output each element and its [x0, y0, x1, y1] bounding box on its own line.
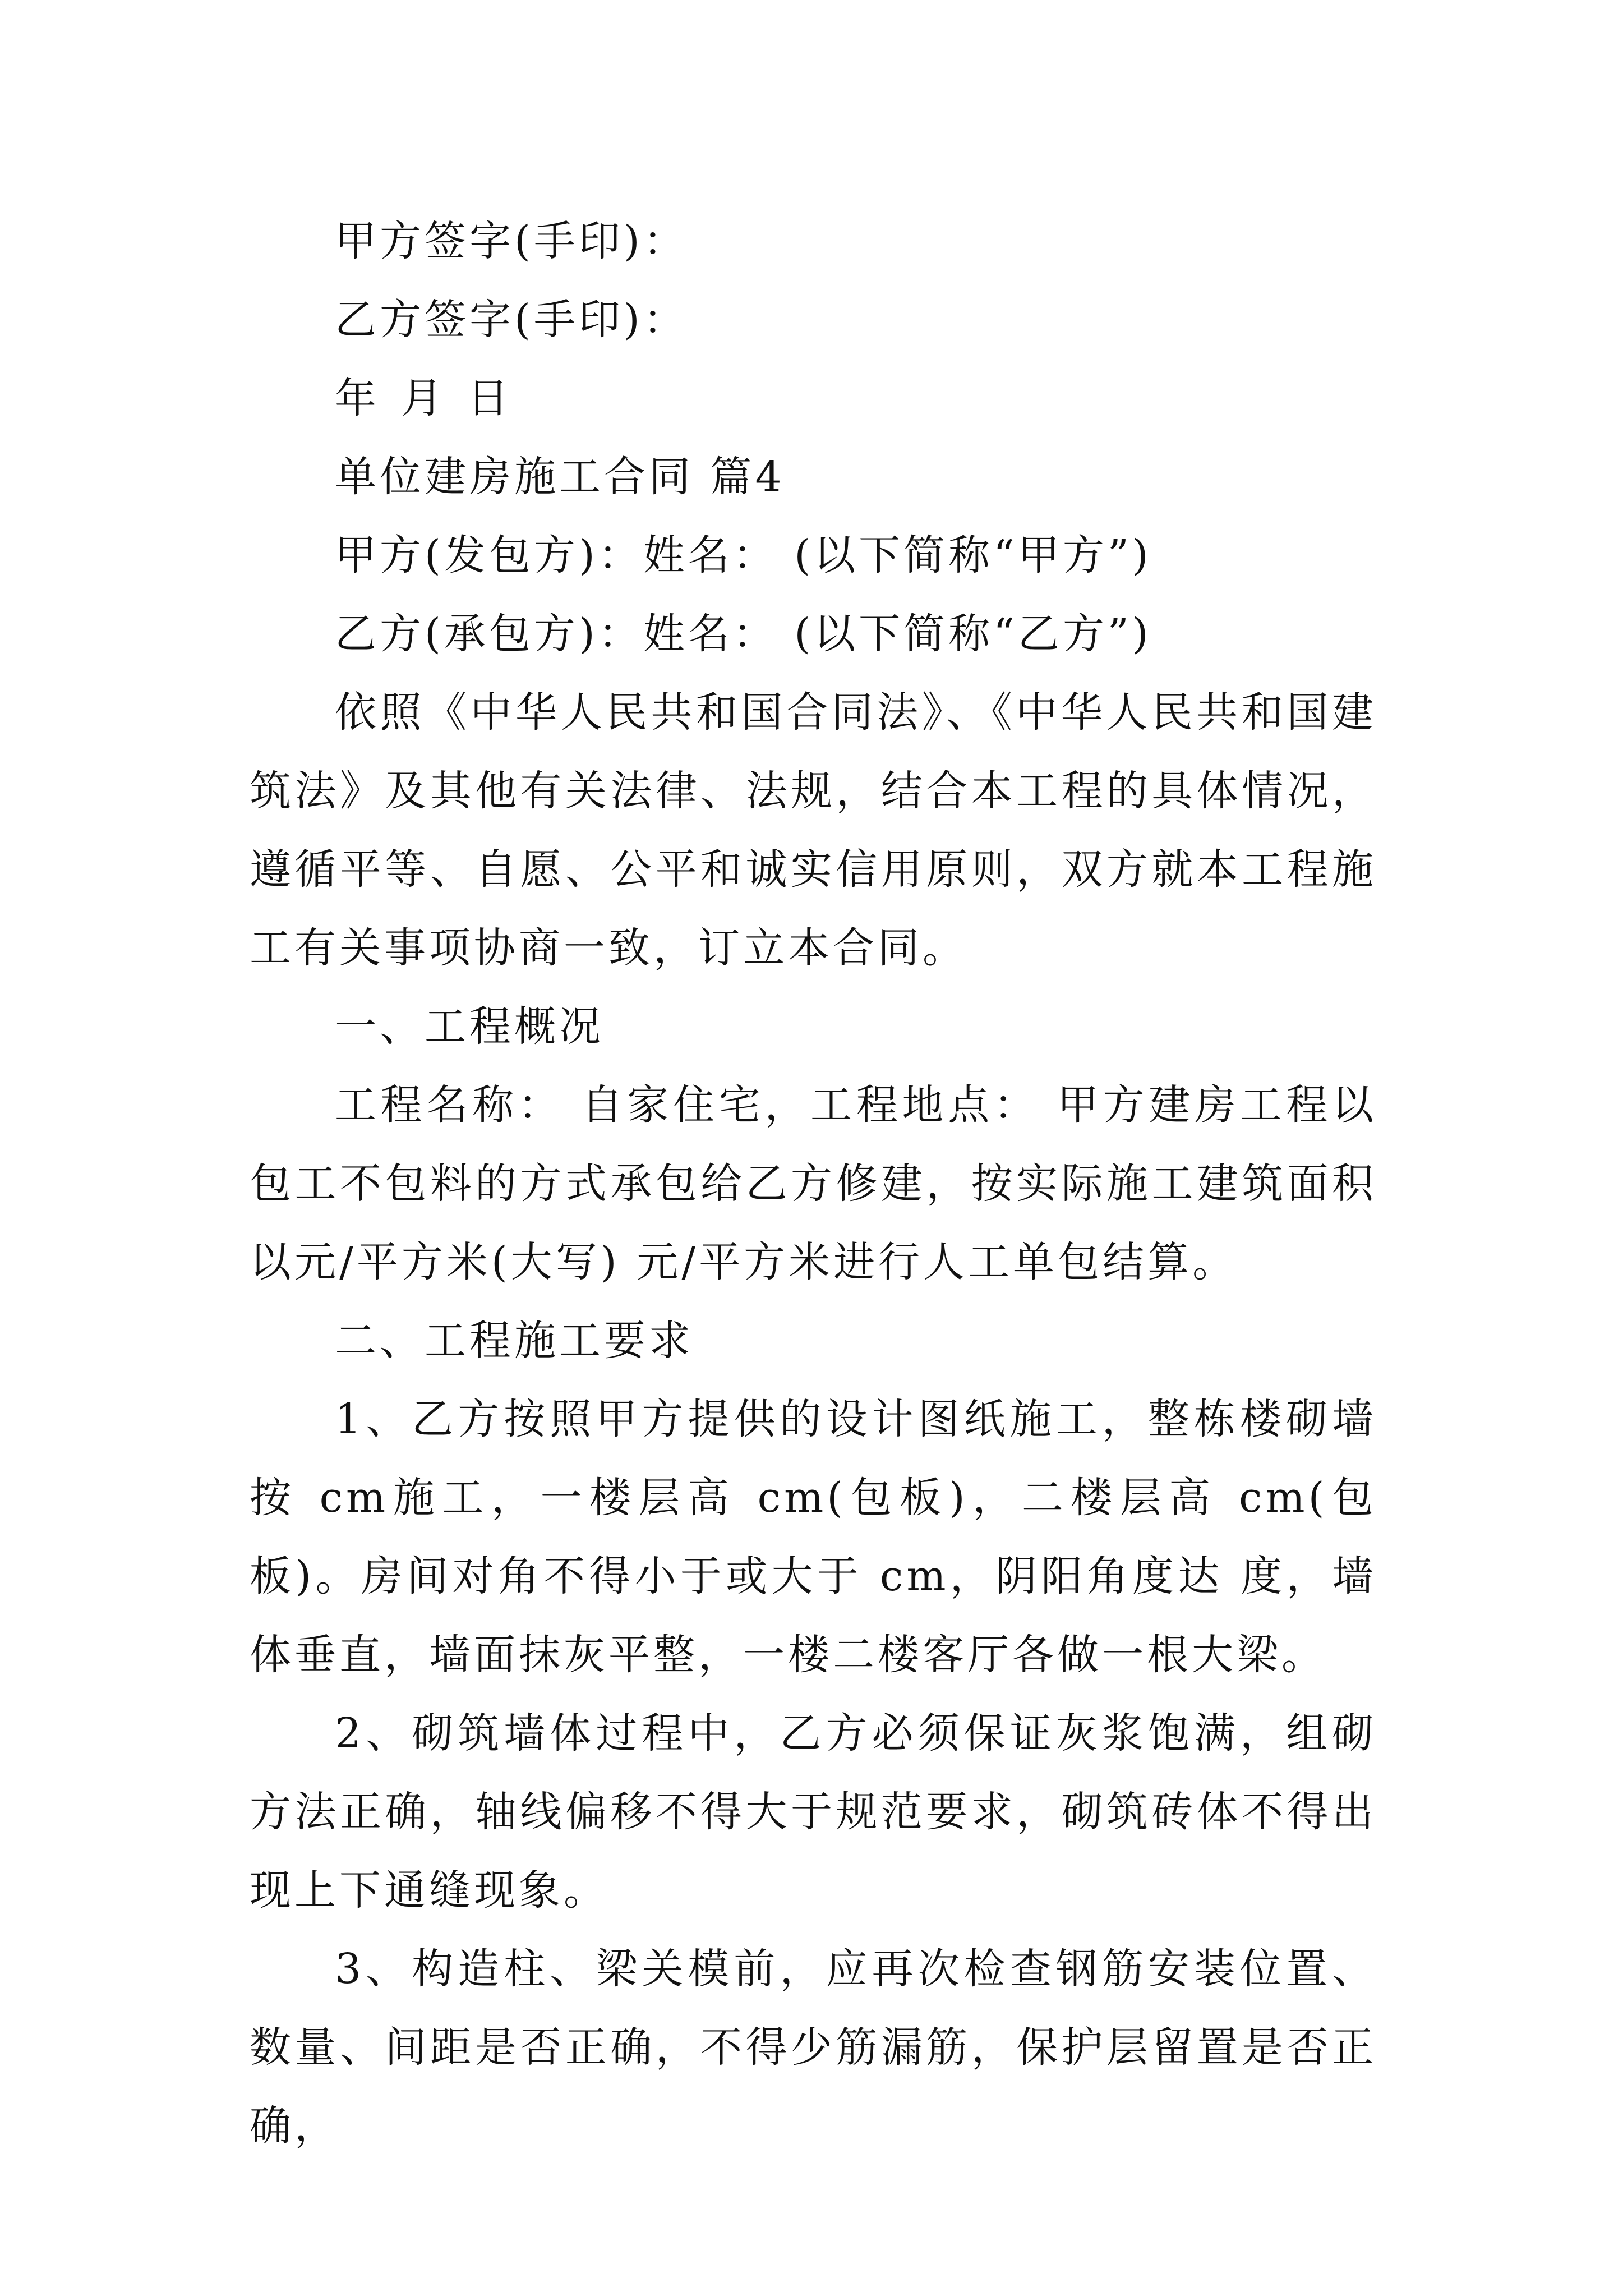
party-b-signature-line: 乙方签字(手印)：	[335, 296, 688, 344]
requirement-item-1: 1、乙方按照甲方提供的设计图纸施工，整栋楼砌墙按 cm施工，一楼层高 cm(包板)，二楼层高 cm(包板)。房间对角不得小于或大于 cm，阴阳角度达 度，墙体垂直，墙面抹灰平整，一楼二楼客厅各做一根大梁。	[250, 1395, 1377, 1679]
section-heading-requirements: 二、工程施工要求	[335, 1317, 694, 1365]
date-line	[250, 359, 1377, 438]
date-day: 日	[467, 374, 512, 422]
contract-title: 单位建房施工合同 篇4	[335, 453, 785, 501]
party-a-line: 甲方(发包方)：姓名： (以下简称“甲方”)	[335, 531, 1152, 579]
requirement-item-2: 2、砌筑墙体过程中，乙方必须保证灰浆饱满，组砌方法正确，轴线偏移不得大于规范要求，砌筑砖体不得出现上下通缝现象。	[250, 1709, 1377, 1915]
document-page	[250, 202, 1377, 2165]
section-heading-overview: 一、工程概况	[335, 1002, 604, 1051]
date-year: 年	[335, 374, 380, 422]
overview-paragraph: 工程名称： 自家住宅，工程地点： 甲方建房工程以包工不包料的方式承包给乙方修建，按实际施工建筑面积以元/平方米(大写) 元/平方米进行人工单包结算。	[250, 1081, 1377, 1286]
preamble-paragraph: 依照《中华人民共和国合同法》、《中华人民共和国建筑法》及其他有关法律、法规，结合本工程的具体情况，遵循平等、自愿、公平和诚实信用原则，双方就本工程施工有关事项协商一致，订立本合同。	[250, 688, 1377, 972]
requirement-item-3: 3、构造柱、梁关模前，应再次检查钢筋安装位置、数量、间距是否正确，不得少筋漏筋，保护层留置是否正确，	[250, 1945, 1377, 2150]
date-month: 月	[401, 374, 446, 422]
party-b-line: 乙方(承包方)：姓名： (以下简称“乙方”)	[335, 610, 1152, 658]
party-a-signature-line: 甲方签字(手印)：	[335, 217, 688, 265]
